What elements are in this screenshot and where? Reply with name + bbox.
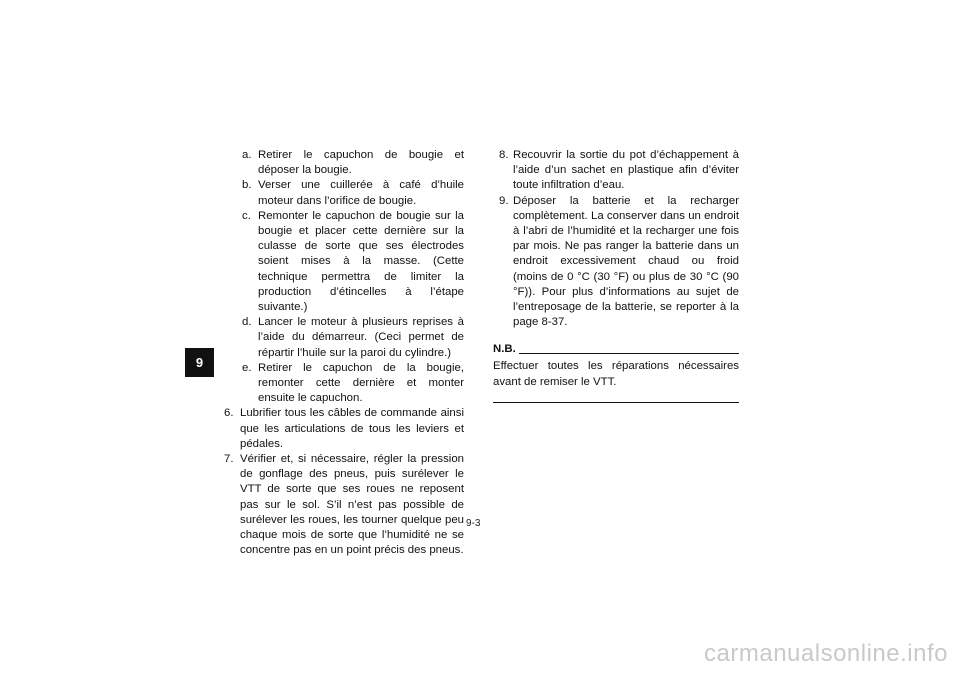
left-column [224,148,464,558]
list-item [493,194,739,331]
list-item [224,361,464,407]
note-box [493,343,739,402]
chapter-tab [185,348,214,377]
item-marker: 6. [224,407,234,420]
list-item [224,315,464,361]
list-item [224,178,464,208]
item-text: Remonter le capuchon de bougie sur la bougie et placer cette dernière sur la culasse de sorte que ses électrodes soient mises à la masse. (Cette technique permettra de limiter la production d’étincelles à l’étape suivante.) [258,209,464,314]
item-text: Retirer le capuchon de la bougie, remonter cette dernière et monter ensuite le capuchon. [258,361,464,405]
item-marker: 9. [499,194,509,207]
item-text: Vérifier et, si nécessaire, régler la pression de gonflage des pneus, puis surélever le VTT de sorte que ses roues ne reposent pas sur le sol. S’il n’est pas possible de surélever les roues, les tourner quelque peu chaque mois de sorte que l’humidité ne se concentre pas en un point précis des pneus. [240,453,464,557]
watermark-text: carmanualsonline.info [704,640,948,667]
list-item [224,209,464,315]
item-text: Lubrifier tous les câbles de commande ainsi que les articulations de tous les leviers et pédales. [240,407,464,450]
item-marker: c. [242,209,251,222]
item-text: Recouvrir la sortie du pot d’échappement à l’aide d’un sachet en plastique afin d’éviter toute infiltration d’eau. [513,149,739,192]
note-heading-row [493,343,739,356]
right-column [493,148,739,403]
note-top-rule [519,353,739,354]
chapter-tab-label: 9 [195,355,204,370]
item-text: Retirer le capuchon de bougie et déposer la bougie. [258,149,464,177]
item-text: Déposer la batterie et la recharger complètement. La conserver dans un endroit à l’abri de l’humidité et la recharger une fois par mois. Ne pas ranger la batterie dans un endroit excessivement chaud ou froid (moins de 0 °C (30 °F) ou plus de 30 °C (90 °F)). Pour plus d’informations au sujet de l’entreposage de la batterie, se reporter à la page 8-37. [513,194,739,329]
item-text: Lancer le moteur à plusieurs reprises à l’aide du démarreur. (Ceci permet de répartir l’huile sur la paroi du cylindre.) [258,316,464,359]
note-bottom-rule [493,402,739,403]
page-number: 9-3 [466,518,481,529]
item-marker: 8. [499,149,509,161]
list-item [224,148,464,178]
note-text: Effectuer toutes les réparations nécessaires avant de remiser le VTT. [493,360,739,388]
list-item [224,406,464,452]
item-marker: 7. [224,453,234,466]
list-item [493,148,739,194]
list-item [224,452,464,558]
item-text: Verser une cuillerée à café d’huile moteur dans l’orifice de bougie. [258,179,464,207]
item-marker: b. [242,179,252,192]
item-marker: d. [242,316,252,329]
item-marker: a. [242,149,252,161]
item-marker: e. [242,361,252,374]
note-heading: N.B. [493,343,516,356]
